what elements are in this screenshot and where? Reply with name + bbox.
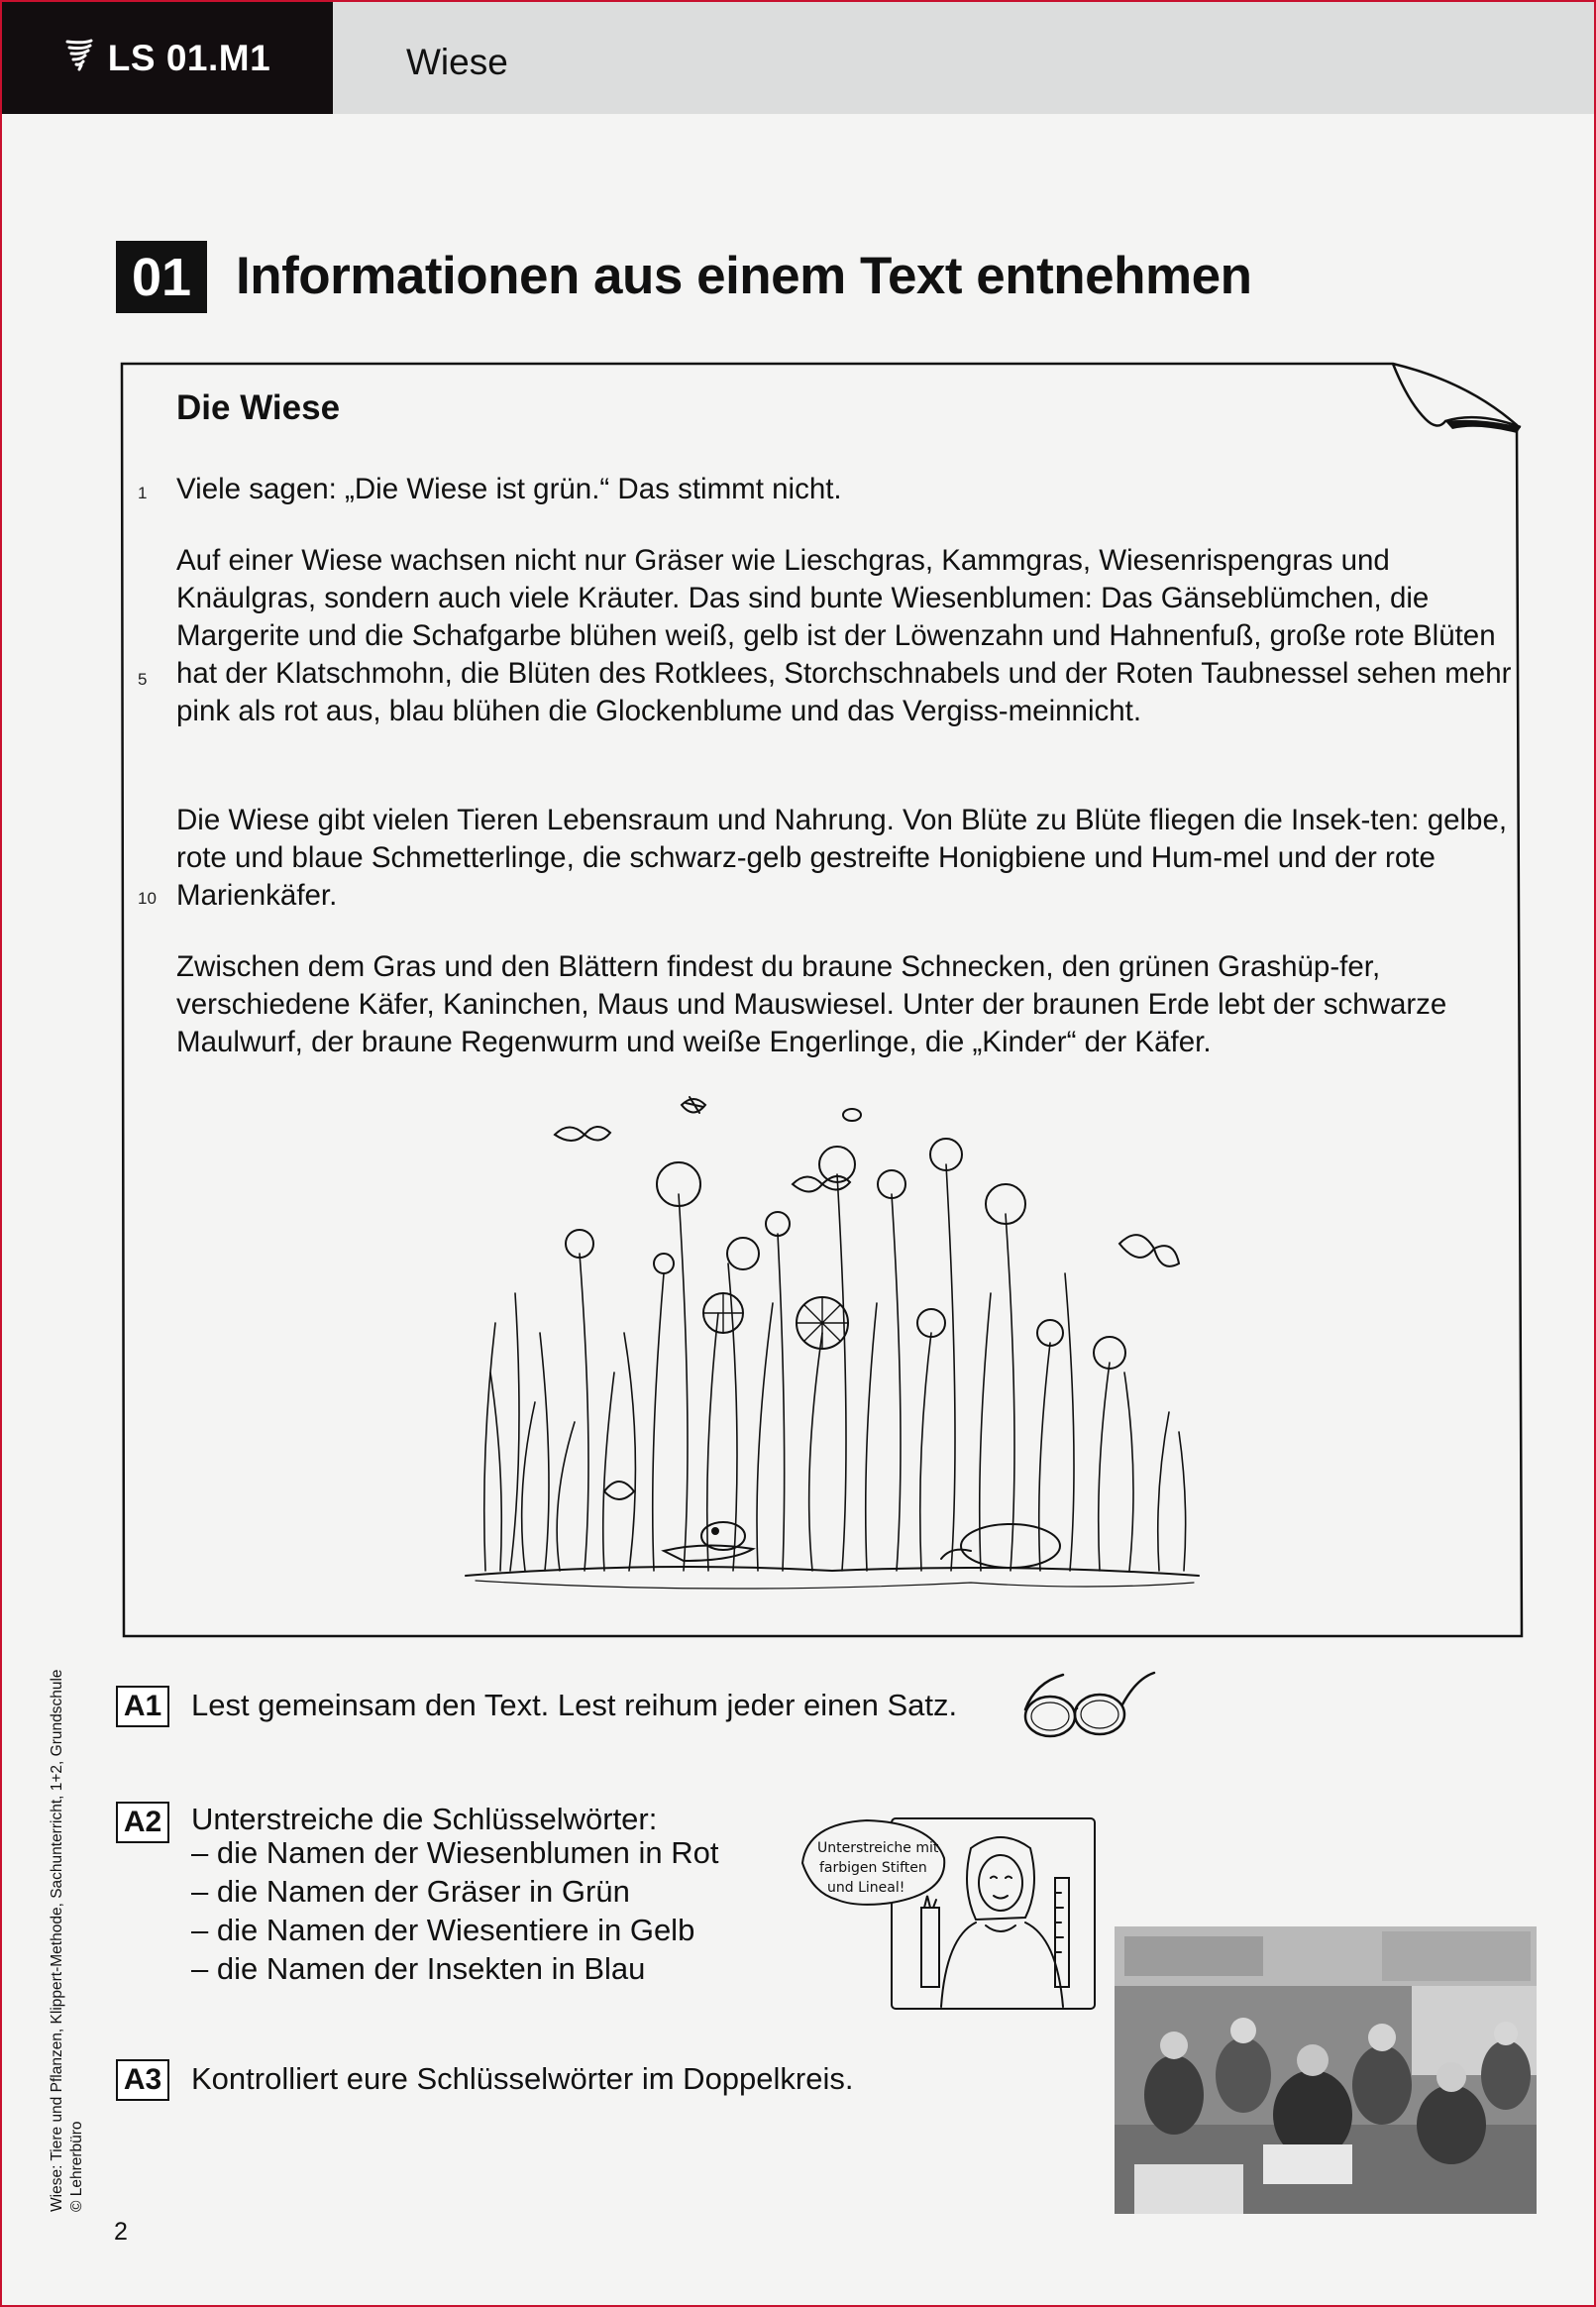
lesson-tag <box>2 2 333 114</box>
task-label-a2: A2 <box>116 1802 169 1843</box>
story-paragraph: Auf einer Wiese wachsen nicht nur Gräser wie Lieschgras, Kammgras, Wiesenrispengras und Knäulgras, sondern auch viele Kräuter. Das sind bunte Wiesenblumen: Das Gänseblümchen, die Margerite und die Schafgarbe blühen weiß, gelb ist der Löwenzahn und Hahnenfuß, große rote Blüten hat der Klatschmohn, die Blüten des Rotklees, Storchschnabels und der Roten Taubnessel sehen mehr pink als rot aus, blau blühen die Glockenblume und das Vergiss-meinnicht. <box>176 544 1512 727</box>
classroom-photo <box>1115 1926 1537 2214</box>
story-title: Die Wiese <box>176 388 341 427</box>
page-header <box>2 2 1594 114</box>
cornucopia-icon <box>64 38 94 78</box>
task-label-a1: A1 <box>116 1686 169 1727</box>
list-item: – die Namen der Wiesenblumen in Rot <box>191 1835 719 1870</box>
line-number: 10 <box>138 889 157 908</box>
task-a1-text: Lest gemeinsam den Text. Lest reihum jeder einen Satz. <box>191 1688 958 1722</box>
copyright-credit <box>48 1669 87 2212</box>
meadow-illustration <box>456 1075 1209 1610</box>
task-a3-text: Kontrolliert eure Schlüsselwörter im Doppelkreis. <box>191 2061 854 2096</box>
page-number: 2 <box>114 2218 128 2246</box>
girl-with-ruler-illustration <box>798 1809 1105 2022</box>
list-item: – die Namen der Insekten in Blau <box>191 1951 646 1986</box>
credit-line: Wiese: Tiere und Pflanzen, Klippert-Methode, Sachunterricht, 1+2, Grundschule <box>49 1669 65 2212</box>
list-item: – die Namen der Wiesentiere in Gelb <box>191 1913 695 1947</box>
speech-bubble-line: Unterstreiche mit <box>817 1840 939 1856</box>
glasses-icon <box>1015 1665 1159 1749</box>
line-number: 5 <box>138 670 148 689</box>
task-a2-list <box>191 1833 718 1988</box>
credit-line: © Lehrerbüro <box>68 2121 85 2212</box>
task-label-a3: A3 <box>116 2059 169 2101</box>
story-paragraph: Viele sagen: „Die Wiese ist grün.“ Das stimmt nicht. <box>176 473 842 505</box>
lesson-code: LS 01.M1 <box>107 37 271 78</box>
task-a2-text: Unterstreiche die Schlüsselwörter: <box>191 1802 658 1836</box>
line-number: 1 <box>138 484 148 502</box>
speech-bubble-line: und Lineal! <box>827 1880 905 1896</box>
story-paragraph: Zwischen dem Gras und den Blättern findest du braune Schnecken, den grünen Grashüp-fer, verschiedene Käfer, Kaninchen, Maus und Mauswiesel. Unter der braunen Erde lebt der schwarze Maulwurf, der braune Regenwurm und weiße Engerlinge, die „Kinder“ der Käfer. <box>176 950 1447 1058</box>
list-item: – die Namen der Gräser in Grün <box>191 1874 630 1909</box>
story-paragraph: Die Wiese gibt vielen Tieren Lebensraum und Nahrung. Von Blüte zu Blüte fliegen die Insek-ten: gelbe, rote und blaue Schmetterlinge, die schwarz-gelb gestreifte Honigbiene und Hum-mel und der rote Marienkäfer. <box>176 804 1508 912</box>
section-number: 01 <box>116 241 207 313</box>
header-title: Wiese <box>406 42 508 82</box>
speech-bubble-line: farbigen Stiften <box>819 1860 927 1876</box>
section-title: Informationen aus einem Text entnehmen <box>236 247 1252 305</box>
